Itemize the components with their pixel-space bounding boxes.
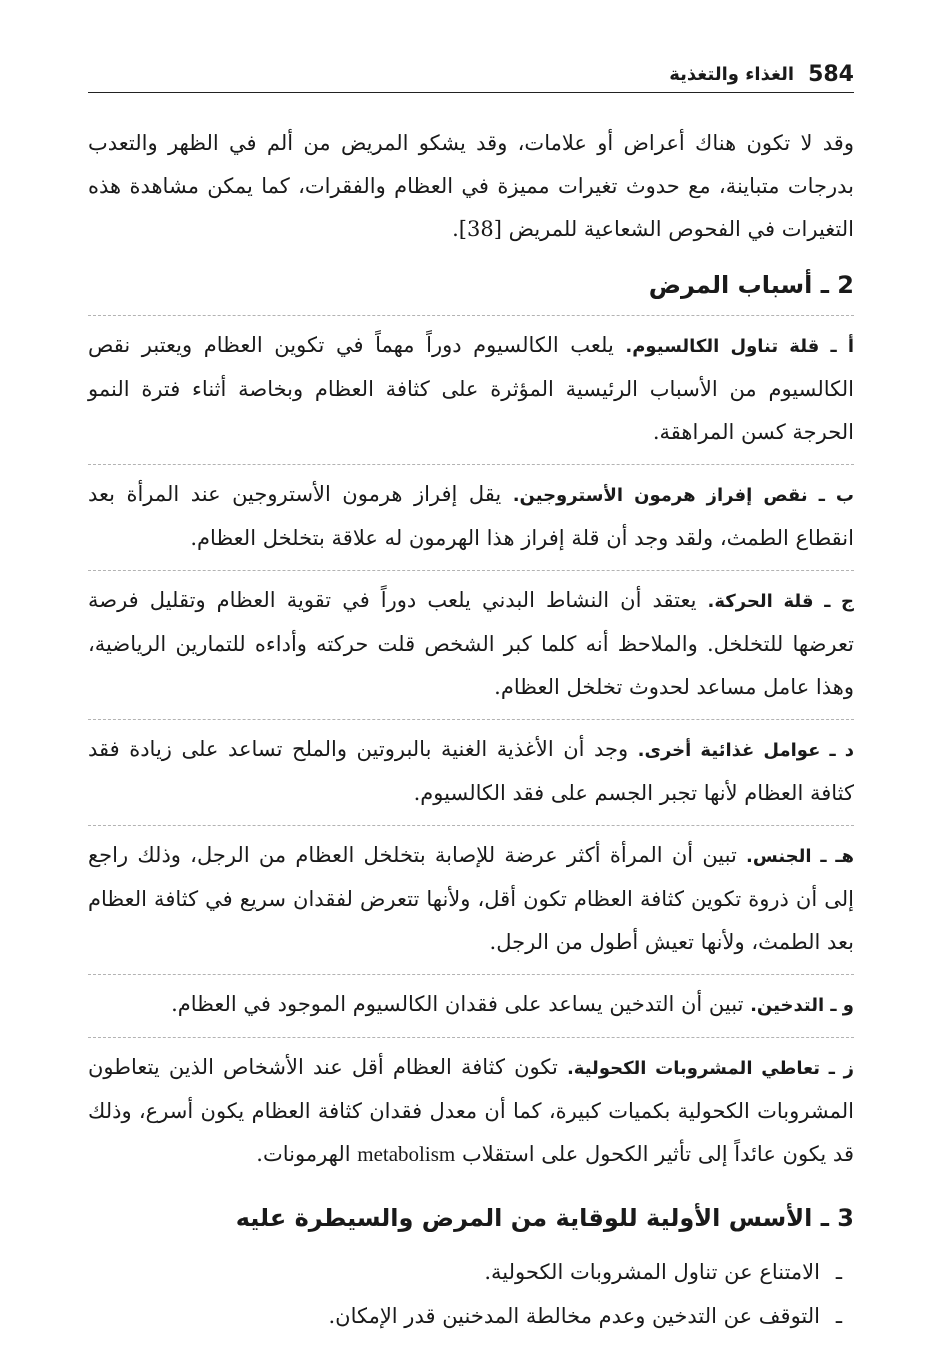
cause-text: يقل إفراز هرمون الأستروجين عند المرأة بعد انقطاع الطمث، ولقد وجد أن قلة إفراز هذا الهرمون له علاقة بتخلخل العظام.: [88, 482, 854, 550]
dash-marker: ـ: [835, 1260, 842, 1284]
intro-paragraph: وقد لا تكون هناك أعراض أو علامات، وقد يشكو المريض من ألم في الظهر والتعدب بدرجات متباينة، مع حدوث تغيرات مميزة في العظام والفقرات، كما يمكن مشاهدة هذه التغيرات في الفحوص الشعاعية للمريض [38].: [88, 131, 854, 241]
cause-text: تبين أن المرأة أكثر عرضة للإصابة بتخلخل العظام من الرجل، وذلك راجع إلى أن ذروة تكوين كثافة العظام تكون أقل، ولأنها تتعرض لفقدان سريع في كثافة العظام بعد الطمث، ولأنها تعيش أطول من الرجل.: [88, 843, 854, 954]
cause-text: يلعب الكالسيوم دوراً مهماً في تكوين العظام ويعتبر نقص الكالسيوم من الأسباب الرئيسية المؤثرة على كثافة العظام وبخاصة أثناء فترة النمو الحرجة كسن المراهقة.: [88, 333, 854, 444]
cause-title: هـ ـ الجنس.: [746, 846, 854, 867]
dash-marker: ـ: [835, 1304, 842, 1328]
cause-text: تبين أن التدخين يساعد على فقدان الكالسيوم الموجود في العظام.: [171, 992, 751, 1016]
list-item: [88, 1294, 842, 1338]
cause-item: [88, 570, 854, 709]
prevention-list: [88, 1250, 854, 1338]
cause-text: تكون كثافة العظام أقل عند الأشخاص الذين يتعاطون المشروبات الكحولية بكميات كبيرة، كما أن معدل فقدان كثافة العظام يكون أسرع، وذلك قد يكون عائداً إلى تأثير الكحول على استقلاب: [88, 1055, 854, 1166]
page-number: 584: [808, 61, 854, 87]
cause-title: ب ـ نقص إفراز هرمون الأستروجين.: [512, 485, 854, 506]
cause-title: ز ـ تعاطي المشروبات الكحولية.: [566, 1058, 854, 1079]
cause-text: يعتقد أن النشاط البدني يلعب دوراً في تقوية العظام وتقليل فرصة تعرضها للتخلخل. والملاحظ أنه كلما كبر الشخص قلت حركته وأداءه للتمارين الرياضية، وهذا عامل مساعد لحدوث تخلخل العظام.: [88, 588, 854, 699]
latin-term: metabolism: [357, 1142, 456, 1166]
cause-item: [88, 719, 854, 815]
section-heading-prevention: 3 ـ الأسس الأولية للوقاية من المرض والسيطرة عليه: [235, 1204, 854, 1232]
cause-title: و ـ التدخين.: [750, 995, 854, 1016]
cause-text-tail: الهرمونات.: [256, 1142, 358, 1166]
cause-item: [88, 825, 854, 964]
running-title: الغذاء والتغذية: [669, 63, 795, 85]
page-body: [88, 122, 854, 1338]
cause-item: [88, 974, 854, 1027]
running-header: [88, 56, 854, 92]
section-heading-causes: 2 ـ أسباب المرض: [648, 271, 854, 299]
cause-item: [88, 1037, 854, 1176]
cause-text: وجد أن الأغذية الغنية بالبروتين والملح تساعد على زيادة فقد كثافة العظام لأنها تجبر الجسم على فقد الكالسيوم.: [88, 737, 854, 805]
list-item-text: الامتناع عن تناول المشروبات الكحولية.: [484, 1260, 820, 1284]
cause-item: [88, 315, 854, 454]
cause-title: أ ـ قلة تناول الكالسيوم.: [625, 336, 854, 357]
cause-item: [88, 464, 854, 560]
list-item-text: التوقف عن التدخين وعدم مخالطة المدخنين قدر الإمكان.: [328, 1304, 820, 1328]
list-item: [88, 1250, 842, 1294]
cause-title: ج ـ قلة الحركة.: [707, 591, 854, 612]
header-rule: [88, 92, 854, 93]
cause-title: د ـ عوامل غذائية أخرى.: [637, 740, 854, 761]
